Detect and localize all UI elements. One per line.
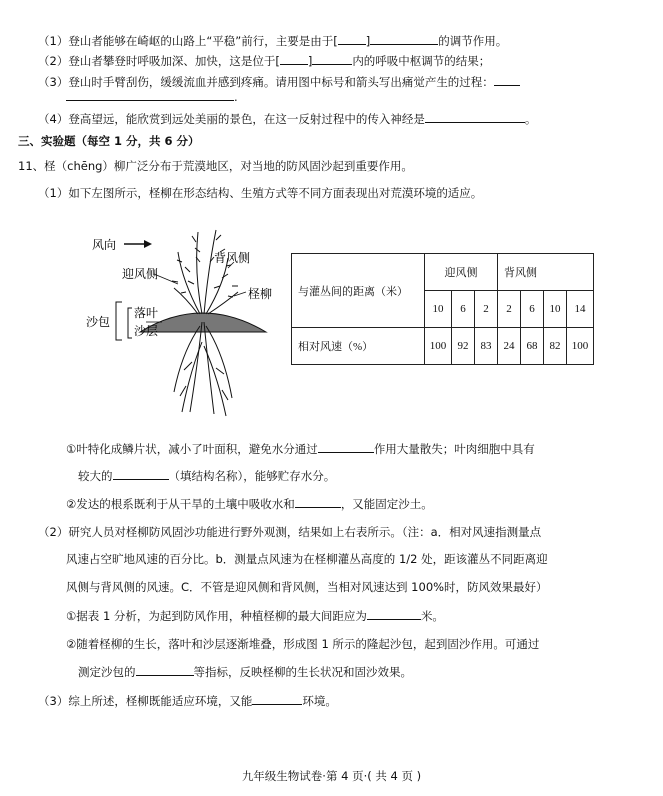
answer-blank[interactable] — [338, 32, 366, 45]
answer-blank[interactable] — [318, 440, 374, 453]
q4-line-3-continued: . — [66, 88, 238, 105]
q11-part1: （1）如下左图所示，柽柳在形态结构、生殖方式等不同方面表现出对荒漠环境的适应。 — [38, 186, 483, 200]
sand-mound — [140, 313, 266, 332]
table-cell-speed: 83 — [475, 328, 498, 365]
table-cell-speed: 100 — [567, 328, 594, 365]
table-header-distance: 与灌丛间的距离（米） — [292, 254, 425, 328]
answer-blank[interactable] — [66, 88, 234, 101]
table-cell-speed: 24 — [498, 328, 521, 365]
answer-blank[interactable] — [252, 692, 302, 705]
answer-blank[interactable] — [136, 663, 194, 676]
table-cell-speed: 100 — [425, 328, 452, 365]
mound-brace — [116, 302, 122, 340]
answer-blank[interactable] — [280, 52, 308, 65]
q11-sub-1: ①叶特化成鳞片状，减小了叶面积，避免水分通过 作用大量散失；叶肉细胞中具有 — [66, 442, 535, 456]
q11-sub-4: ②随着柽柳的生长，落叶和沙层逐渐堆叠，形成图 1 所示的隆起沙包，起到固沙作用。可通过 — [66, 637, 540, 651]
table-cell-distance: 6 — [452, 291, 475, 328]
wind-arrow-head — [144, 240, 152, 248]
answer-blank[interactable] — [367, 607, 421, 620]
section-title: 三、实验题（每空 1 分，共 6 分） — [18, 134, 200, 148]
tamarisk-figure — [82, 222, 282, 425]
downwind-label: 背风侧 — [214, 251, 251, 265]
table-cell-distance: 6 — [521, 291, 544, 328]
plant-label: 柽柳 — [248, 287, 273, 301]
tamarisk-figure-svg — [82, 222, 282, 422]
layer-brace — [128, 308, 132, 338]
q11-intro: 11、柽（chēng）柳广泛分布于荒漠地区，对当地的防风固沙起到重要作用。 — [18, 159, 413, 173]
table-cell-speed: 68 — [521, 328, 544, 365]
table-cell-distance: 14 — [567, 291, 594, 328]
upwind-label: 迎风侧 — [122, 267, 159, 281]
table-row-label: 相对风速（%） — [292, 328, 425, 365]
table-cell-speed: 82 — [544, 328, 567, 365]
table-cell-distance: 2 — [475, 291, 498, 328]
table-cell-distance: 10 — [425, 291, 452, 328]
sandbag-label: 沙包 — [86, 315, 111, 329]
q4-line-2: （2）登山者攀登时呼吸加深、加快，这是位于[ ] 内的呼吸中枢调节的结果； — [38, 54, 491, 68]
fallen-leaves-label: 落叶 — [134, 306, 159, 320]
q4-line-1: （1）登山者能够在崎岖的山路上“平稳”前行，主要是由于[ ] 的调节作用。 — [38, 34, 508, 48]
q11-part2-line2: 风速占空旷地风速的百分比。b．测量点风速为在柽柳灌丛高度的 1/2 处，距该灌丛不同距离迎 — [66, 552, 548, 566]
wind-label: 风向 — [92, 238, 117, 252]
q4-line-4: （4）登高望远，能欣赏到远处美丽的景色，在这一反射过程中的传入神经是 。 — [38, 112, 537, 126]
q11-sub-3: ①据表 1 分析，为起到防风作用，种植柽柳的最大间距应为 米。 — [66, 609, 444, 623]
plant-roots — [174, 322, 232, 416]
q11-sub-2: ②发达的根系既利于从干旱的土壤中吸收水和 ，又能固定沙土。 — [66, 497, 433, 511]
answer-blank[interactable] — [312, 52, 352, 65]
table-header-upwind: 迎风侧 — [425, 254, 498, 291]
q11-part2-line1: （2）研究人员对柽柳防风固沙功能进行野外观测，结果如上右表所示。（注：a．相对风速指测量点 — [38, 525, 542, 539]
answer-blank[interactable] — [113, 467, 169, 480]
table-header-downwind: 背风侧 — [498, 254, 594, 291]
table-cell-distance: 10 — [544, 291, 567, 328]
sand-layer-label: 沙层 — [134, 324, 159, 338]
answer-blank[interactable] — [494, 73, 520, 86]
q11-sub-4-continued: 测定沙包的 等指标，反映柽柳的生长状况和固沙效果。 — [78, 665, 412, 679]
table-cell-speed: 92 — [452, 328, 475, 365]
page-footer: 九年级生物试卷·第 4 页·( 共 4 页 ) — [241, 769, 422, 783]
q11-sub-1-continued: 较大的 （填结构名称），能够贮存水分。 — [78, 469, 336, 483]
answer-blank[interactable] — [370, 32, 438, 45]
q11-part2-line3: 风侧与背风侧的风速。C．不管是迎风侧和背风侧，当相对风速达到 100%时，防风效果最好） — [66, 580, 548, 594]
q4-line-3: （3）登山时手臂刮伤，缓缓流血并感到疼痛。请用图中标号和箭头写出痛觉产生的过程： — [38, 73, 520, 90]
plant-foliage — [172, 230, 238, 314]
table-cell-distance: 2 — [498, 291, 521, 328]
answer-blank[interactable] — [295, 495, 341, 508]
wind-speed-table — [291, 253, 594, 365]
answer-blank[interactable] — [425, 110, 525, 123]
q11-part3: （3）综上所述，柽柳既能适应环境，又能 环境。 — [38, 694, 337, 708]
